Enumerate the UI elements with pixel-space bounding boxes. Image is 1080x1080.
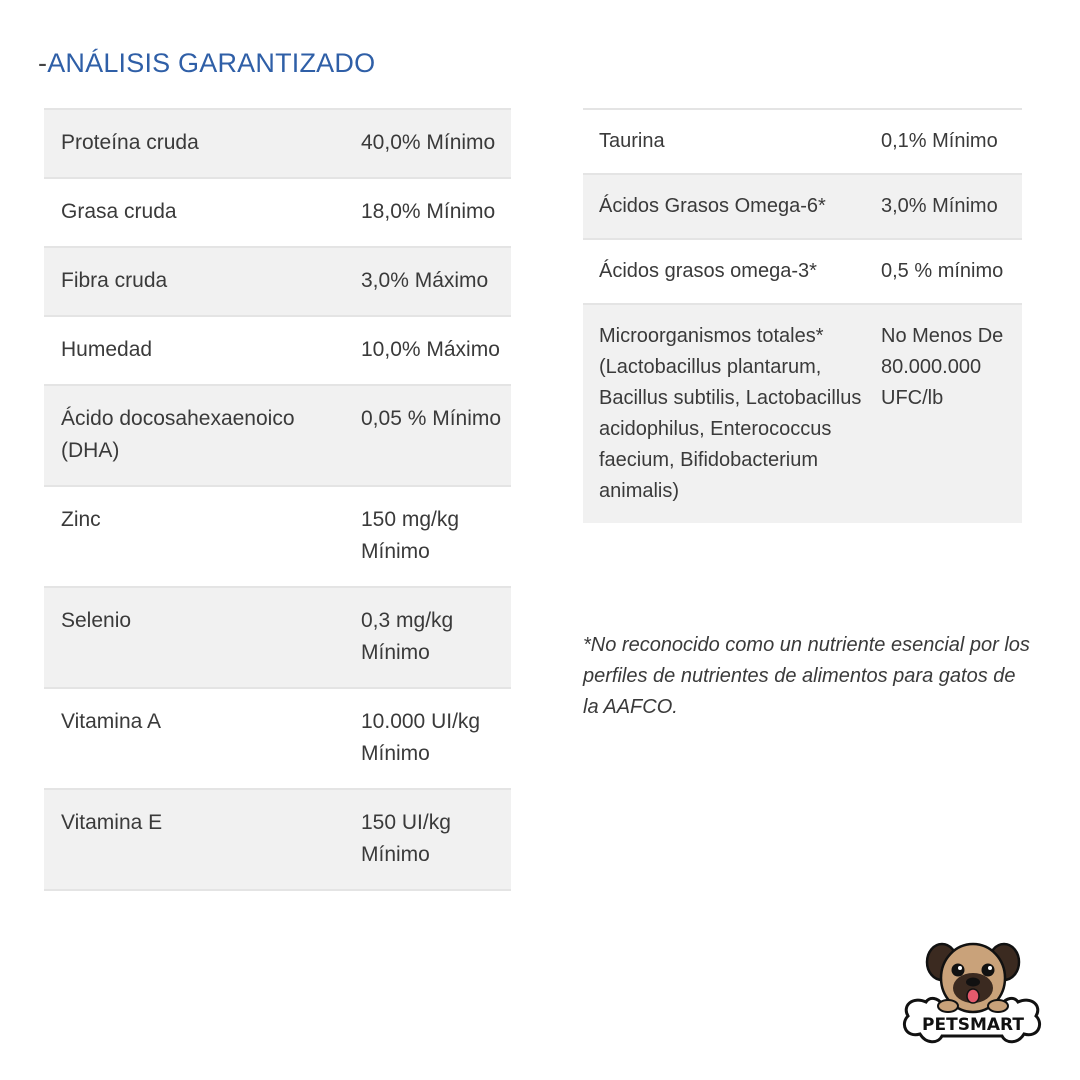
table-row	[583, 109, 1022, 174]
logo-text: PETSMART	[922, 1015, 1024, 1035]
nutrient-name: Selenio	[61, 609, 132, 632]
table-row	[583, 239, 1022, 304]
nutrient-name: Ácido docosahexaenoico (DHA)	[61, 407, 295, 462]
page-title	[38, 48, 375, 79]
table-row	[44, 688, 511, 789]
nutrient-name: Zinc	[61, 508, 101, 531]
petsmart-logo	[898, 940, 1048, 1065]
nutrient-name: Ácidos grasos omega-3*	[599, 260, 817, 282]
nutrient-value: 0,1% Mínimo	[881, 130, 998, 152]
table-row	[44, 587, 511, 688]
footnote: *No reconocido como un nutriente esencial por los perfiles de nutrientes de alimentos para gatos de la AAFCO.	[583, 634, 1030, 718]
title-text: ANÁLISIS GARANTIZADO	[47, 48, 376, 78]
nutrient-name: Proteína cruda	[61, 131, 199, 154]
nutrient-value: No Menos De 80.000.000 UFC/lb	[881, 325, 1004, 409]
table-row	[44, 789, 511, 890]
table-row	[44, 316, 511, 385]
nutrient-value: 18,0% Mínimo	[361, 200, 496, 223]
table-row	[44, 247, 511, 316]
nutrient-value: 10.000 UI/kg Mínimo	[361, 710, 481, 765]
table-row	[44, 385, 511, 486]
nutrient-value: 40,0% Mínimo	[361, 131, 496, 154]
table-row	[583, 174, 1022, 239]
nutrient-value: 0,05 % Mínimo	[361, 407, 502, 430]
table-row	[583, 304, 1022, 523]
table-row	[44, 178, 511, 247]
nutrient-value: 0,3 mg/kg Mínimo	[361, 609, 454, 664]
title-dash: -	[38, 48, 48, 78]
nutrient-value: 3,0% Mínimo	[881, 195, 998, 217]
nutrient-name: Fibra cruda	[61, 269, 168, 292]
nutrient-name: Ácidos Grasos Omega-6*	[599, 195, 826, 217]
table-row	[44, 109, 511, 178]
nutrient-value: 150 mg/kg Mínimo	[361, 508, 460, 563]
nutrient-value: 10,0% Máximo	[361, 338, 500, 361]
nutrient-name: Vitamina E	[61, 811, 163, 834]
analysis-table-right	[583, 108, 1022, 523]
nutrient-value: 3,0% Máximo	[361, 269, 489, 292]
nutrient-name: Microorganismos totales* (Lactobacillus plantarum, Bacillus subtilis, Lactobacillus acidophilus, Enterococcus faecium, Bifidobacterium animalis)	[599, 325, 862, 502]
nutrient-name: Vitamina A	[61, 710, 162, 733]
pug-dog-bone-logo-icon	[898, 940, 1048, 1065]
nutrient-name: Taurina	[599, 130, 665, 152]
analysis-table-left	[44, 108, 511, 891]
nutrient-name: Humedad	[61, 338, 153, 361]
nutrient-value: 0,5 % mínimo	[881, 260, 1004, 282]
table-row	[44, 486, 511, 587]
nutrient-name: Grasa cruda	[61, 200, 177, 223]
nutrient-value: 150 UI/kg Mínimo	[361, 811, 451, 866]
